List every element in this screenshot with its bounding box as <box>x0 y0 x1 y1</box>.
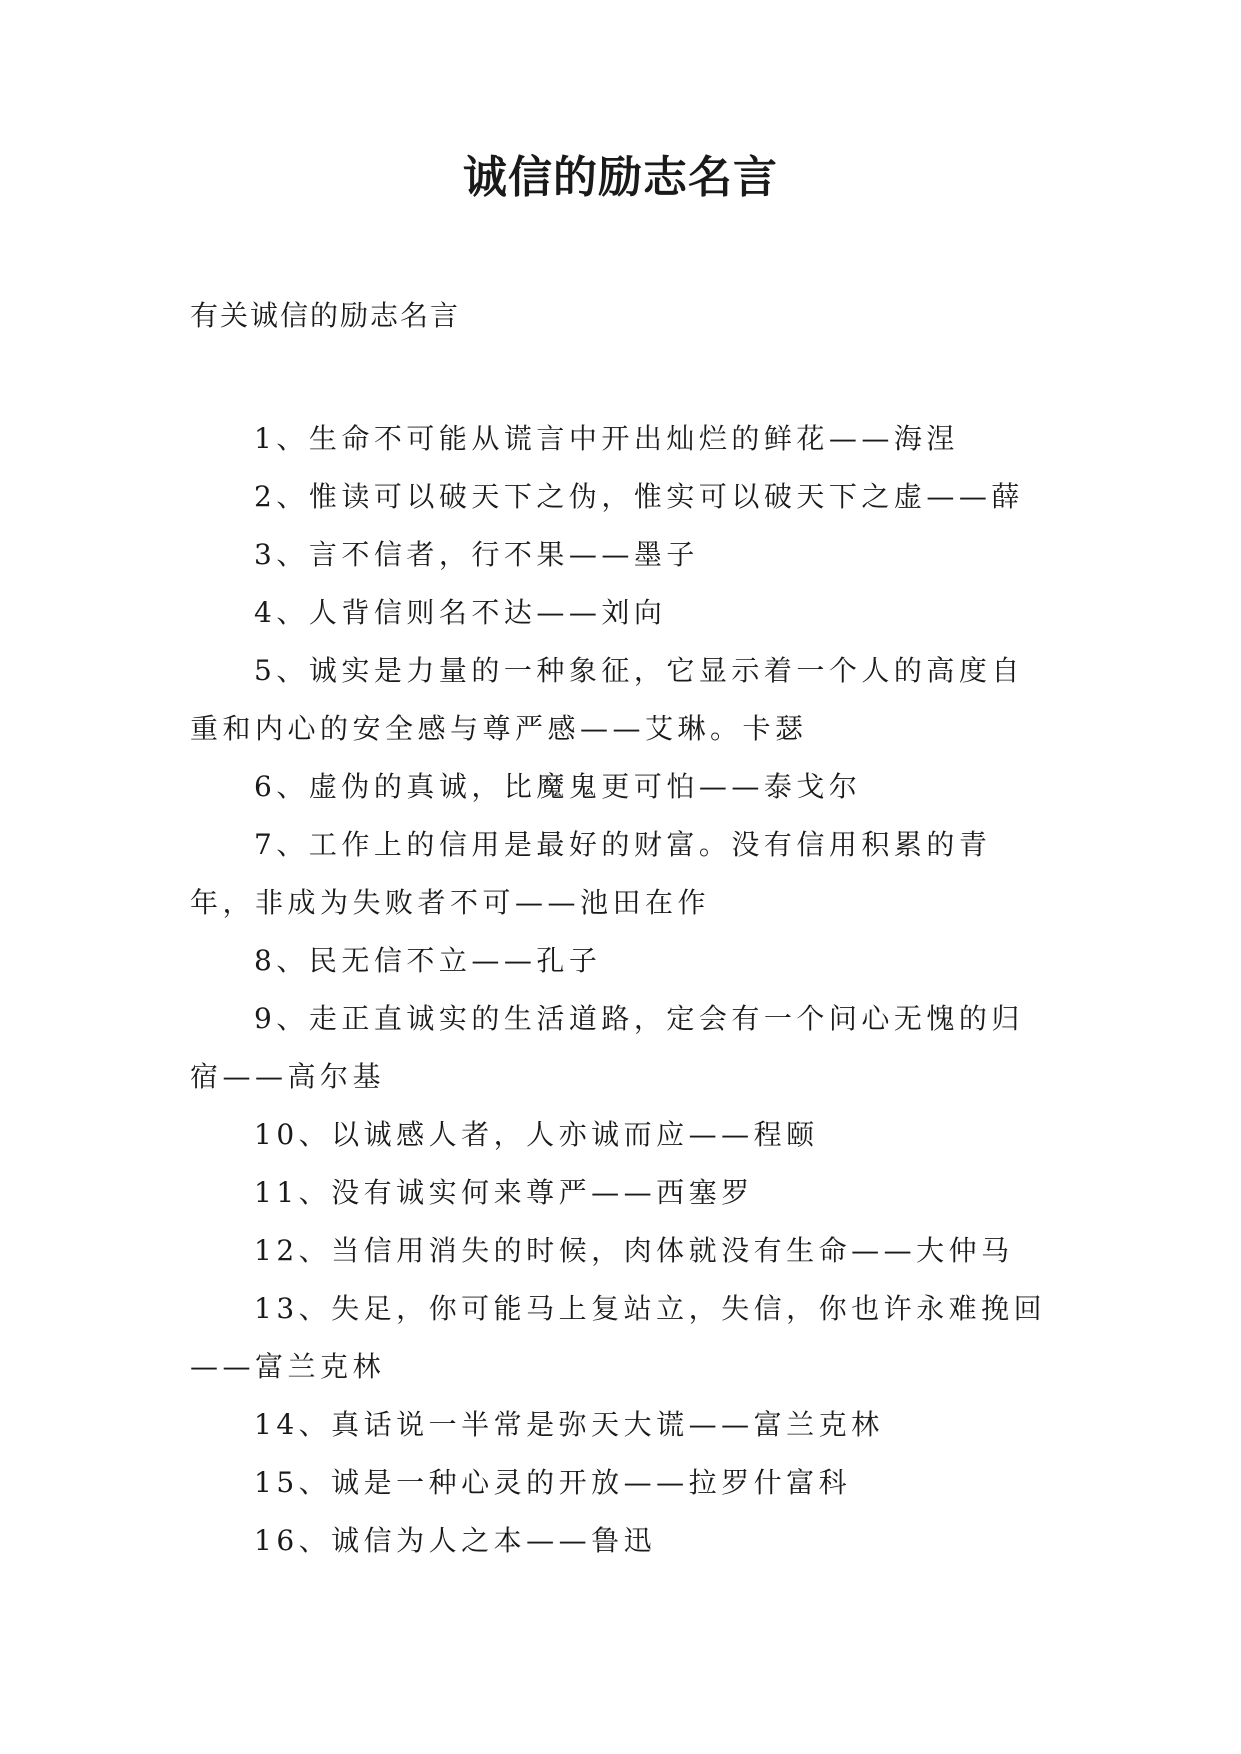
quote-item: 4、人背信则名不达——刘向 <box>254 596 667 629</box>
quote-item: 10、以诚感人者，人亦诚而应——程颐 <box>254 1118 819 1151</box>
quote-item: 3、言不信者，行不果——墨子 <box>254 538 699 571</box>
quote-item: 12、当信用消失的时候，肉体就没有生命——大仲马 <box>254 1234 1014 1267</box>
quote-item: 5、诚实是力量的一种象征，它显示着一个人的高度自重和内心的安全感与尊严感——艾琳。卡瑟 <box>190 654 1024 745</box>
quote-item: 14、真话说一半常是弥天大谎——富兰克林 <box>254 1408 884 1441</box>
quote-item: 1、生命不可能从谎言中开出灿烂的鲜花——海涅 <box>254 422 959 455</box>
document-subtitle: 有关诚信的励志名言 <box>190 299 461 332</box>
quote-item: 11、没有诚实何来尊严——西塞罗 <box>254 1176 754 1209</box>
quote-item: 7、工作上的信用是最好的财富。没有信用积累的青年，非成为失败者不可——池田在作 <box>190 828 992 919</box>
quote-item: 8、民无信不立——孔子 <box>254 944 602 977</box>
quote-item: 9、走正直诚实的生活道路，定会有一个问心无愧的归宿——高尔基 <box>190 1002 1024 1093</box>
quote-item: 16、诚信为人之本——鲁迅 <box>254 1524 657 1557</box>
quote-item: 2、惟读可以破天下之伪，惟实可以破天下之虚——薛 <box>254 480 1024 513</box>
quote-item: 6、虚伪的真诚，比魔鬼更可怕——泰戈尔 <box>254 770 862 803</box>
quote-item: 13、失足，你可能马上复站立，失信，你也许永难挽回——富兰克林 <box>190 1292 1047 1383</box>
document-title: 诚信的励志名言 <box>463 152 778 203</box>
quote-item: 15、诚是一种心灵的开放——拉罗什富科 <box>254 1466 852 1499</box>
quote-list <box>190 410 1052 1570</box>
